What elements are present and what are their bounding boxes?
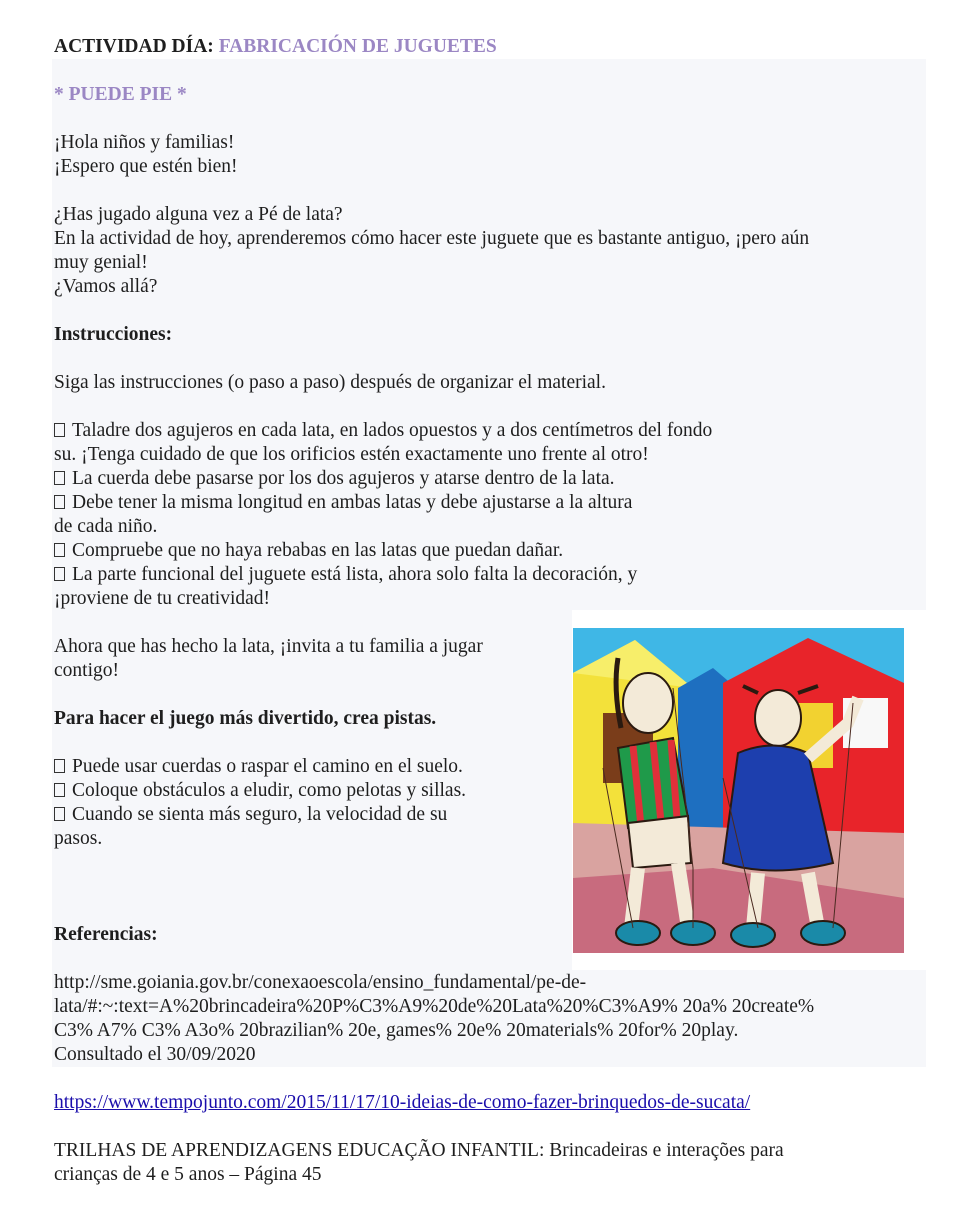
bullet-box-icon bbox=[54, 495, 65, 509]
step-1-text: Taladre dos agujeros en cada lata, en lados opuestos y a dos centímetros del fondo bbox=[72, 420, 713, 441]
instructions-lead: Siga las instrucciones (o paso a paso) después de organizar el material. bbox=[54, 372, 606, 393]
intro-line-2: En la actividad de hoy, aprenderemos cómo hacer este juguete que es bastante antiguo, ¡pero aún bbox=[54, 228, 810, 249]
step-1-line-1 bbox=[54, 419, 712, 443]
bullet-box-icon bbox=[54, 783, 65, 797]
play-heading: Para hacer el juego más divertido, crea pistas. bbox=[54, 708, 437, 729]
instructions-heading: Instrucciones: bbox=[54, 324, 173, 345]
greeting-line-2: ¡Espero que estén bien! bbox=[54, 156, 238, 177]
reference-1-line-3: C3% A7% C3% A3o% 20brazilian% 20e, games% 20e% 20materials% 20for% 20play. bbox=[54, 1020, 739, 1041]
activity-label: ACTIVIDAD DÍA: bbox=[54, 36, 214, 57]
activity-title bbox=[54, 35, 497, 59]
step-3-line-1 bbox=[54, 491, 632, 515]
tip-3-text: Cuando se sienta más seguro, la velocidad de su bbox=[72, 804, 448, 825]
bullet-box-icon bbox=[54, 807, 65, 821]
children-playing-illustration bbox=[573, 628, 904, 953]
bullet-box-icon bbox=[54, 471, 65, 485]
step-5-line-1 bbox=[54, 563, 637, 587]
step-2-line-1 bbox=[54, 467, 615, 491]
reference-3-line-1: TRILHAS DE APRENDIZAGENS EDUCAÇÃO INFANTIL: Brincadeiras e interações para bbox=[54, 1140, 784, 1161]
tip-3-line-1 bbox=[54, 803, 447, 827]
bullet-box-icon bbox=[54, 567, 65, 581]
references-heading: Referencias: bbox=[54, 924, 158, 945]
step-3-text: Debe tener la misma longitud en ambas latas y debe ajustarse a la altura bbox=[72, 492, 633, 513]
reference-2-link-wrap bbox=[54, 1091, 750, 1115]
bullet-box-icon bbox=[54, 423, 65, 437]
tip-2-text: Coloque obstáculos a eludir, como pelotas y sillas. bbox=[72, 780, 467, 801]
bullet-box-icon bbox=[54, 543, 65, 557]
reference-2-link[interactable]: https://www.tempojunto.com/2015/11/17/10-ideias-de-como-fazer-brinquedos-de-sucata/ bbox=[54, 1092, 751, 1113]
intro-line-3: muy genial! bbox=[54, 252, 148, 273]
step-4-text: Compruebe que no haya rebabas en las latas que puedan dañar. bbox=[72, 540, 564, 561]
play-line-1: Ahora que has hecho la lata, ¡invita a tu familia a jugar bbox=[54, 636, 483, 657]
step-4-line-1 bbox=[54, 539, 563, 563]
step-1-line-2: su. ¡Tenga cuidado de que los orificios estén exactamente uno frente al otro! bbox=[54, 444, 649, 465]
reference-1-line-2: lata/#:~:text=A%20brincadeira%20P%C3%A9%20de%20Lata%20%C3%A9% 20a% 20create% bbox=[54, 996, 815, 1017]
bullet-box-icon bbox=[54, 759, 65, 773]
tip-2 bbox=[54, 779, 466, 803]
step-5-text: La parte funcional del juguete está lista, ahora solo falta la decoración, y bbox=[72, 564, 638, 585]
reference-1-line-1: http://sme.goiania.gov.br/conexaoescola/ensino_fundamental/pe-de- bbox=[54, 972, 587, 993]
tip-3-line-2: pasos. bbox=[54, 828, 103, 849]
intro-line-4: ¿Vamos allá? bbox=[54, 276, 158, 297]
reference-3-line-2: crianças de 4 e 5 anos – Página 45 bbox=[54, 1164, 322, 1185]
greeting-line-1: ¡Hola niños y familias! bbox=[54, 132, 235, 153]
intro-line-1: ¿Has jugado alguna vez a Pé de lata? bbox=[54, 204, 343, 225]
play-line-2: contigo! bbox=[54, 660, 119, 681]
reference-1-line-4: Consultado el 30/09/2020 bbox=[54, 1044, 256, 1065]
tip-1 bbox=[54, 755, 463, 779]
step-2-text: La cuerda debe pasarse por los dos agujeros y atarse dentro de la lata. bbox=[72, 468, 615, 489]
activity-topic: FABRICACIÓN DE JUGUETES bbox=[218, 36, 497, 57]
step-5-line-2: ¡proviene de tu creatividad! bbox=[54, 588, 271, 609]
tip-1-text: Puede usar cuerdas o raspar el camino en el suelo. bbox=[72, 756, 463, 777]
activity-subtitle: * PUEDE PIE * bbox=[54, 84, 187, 105]
step-3-line-2: de cada niño. bbox=[54, 516, 158, 537]
